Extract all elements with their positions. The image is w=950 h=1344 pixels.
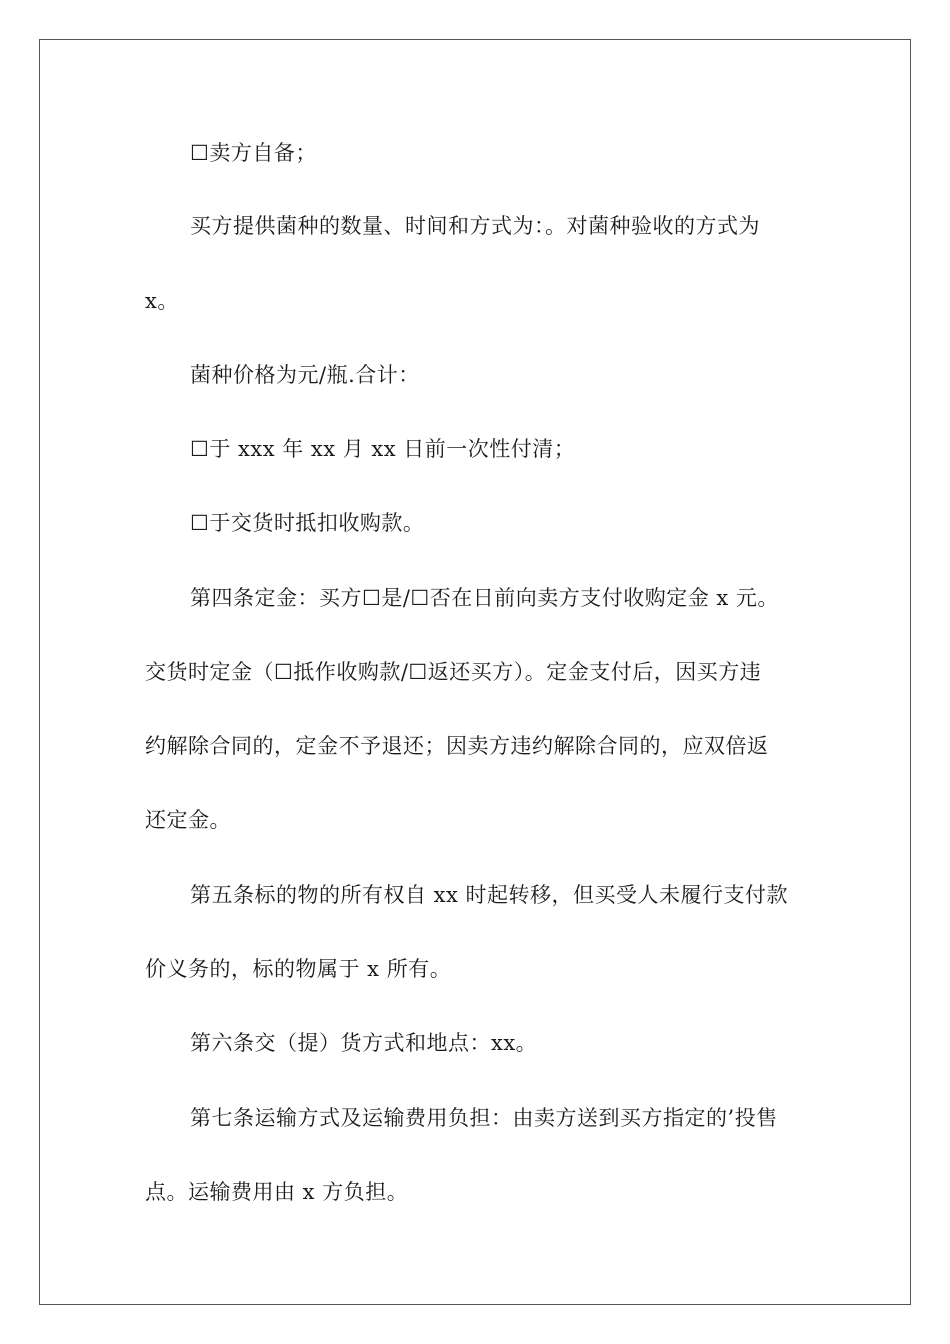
paragraph-line: 价义务的，标的物属于 x 所有。 [145, 957, 452, 981]
paragraph-line: 约解除合同的，定金不予退还；因卖方违约解除合同的，应双倍返 [145, 734, 769, 758]
paragraph-line: x。 [145, 289, 179, 313]
paragraph-line: 第六条交（提）货方式和地点：xx。 [190, 1031, 538, 1055]
paragraph-line: 菌种价格为元/瓶.合计： [190, 363, 420, 387]
paragraph-line: 第五条标的物的所有权自 xx 时起转移，但买受人未履行支付款 [190, 883, 789, 907]
paragraph-line: 买方提供菌种的数量、时间和方式为：。对菌种验收的方式为 [190, 214, 760, 238]
paragraph-line: ☐于 xxx 年 xx 月 xx 日前一次性付清； [190, 437, 576, 461]
paragraph-line: ☐于交货时抵扣收购款。 [190, 511, 425, 535]
paragraph-line: ☐卖方自备； [190, 141, 317, 165]
paragraph-line: 还定金。 [145, 808, 231, 832]
paragraph-line: 第四条定金：买方☐是/☐否在日前向卖方支付收购定金 x 元。 [190, 586, 779, 610]
paragraph-line: 交货时定金（☐抵作收购款/☐返还买方）。定金支付后，因买方违 [145, 660, 762, 684]
paragraph-line: 点。运输费用由 x 方负担。 [145, 1180, 409, 1204]
paragraph-line: 第七条运输方式及运输费用负担：由卖方送到买方指定的’投售 [190, 1106, 778, 1130]
